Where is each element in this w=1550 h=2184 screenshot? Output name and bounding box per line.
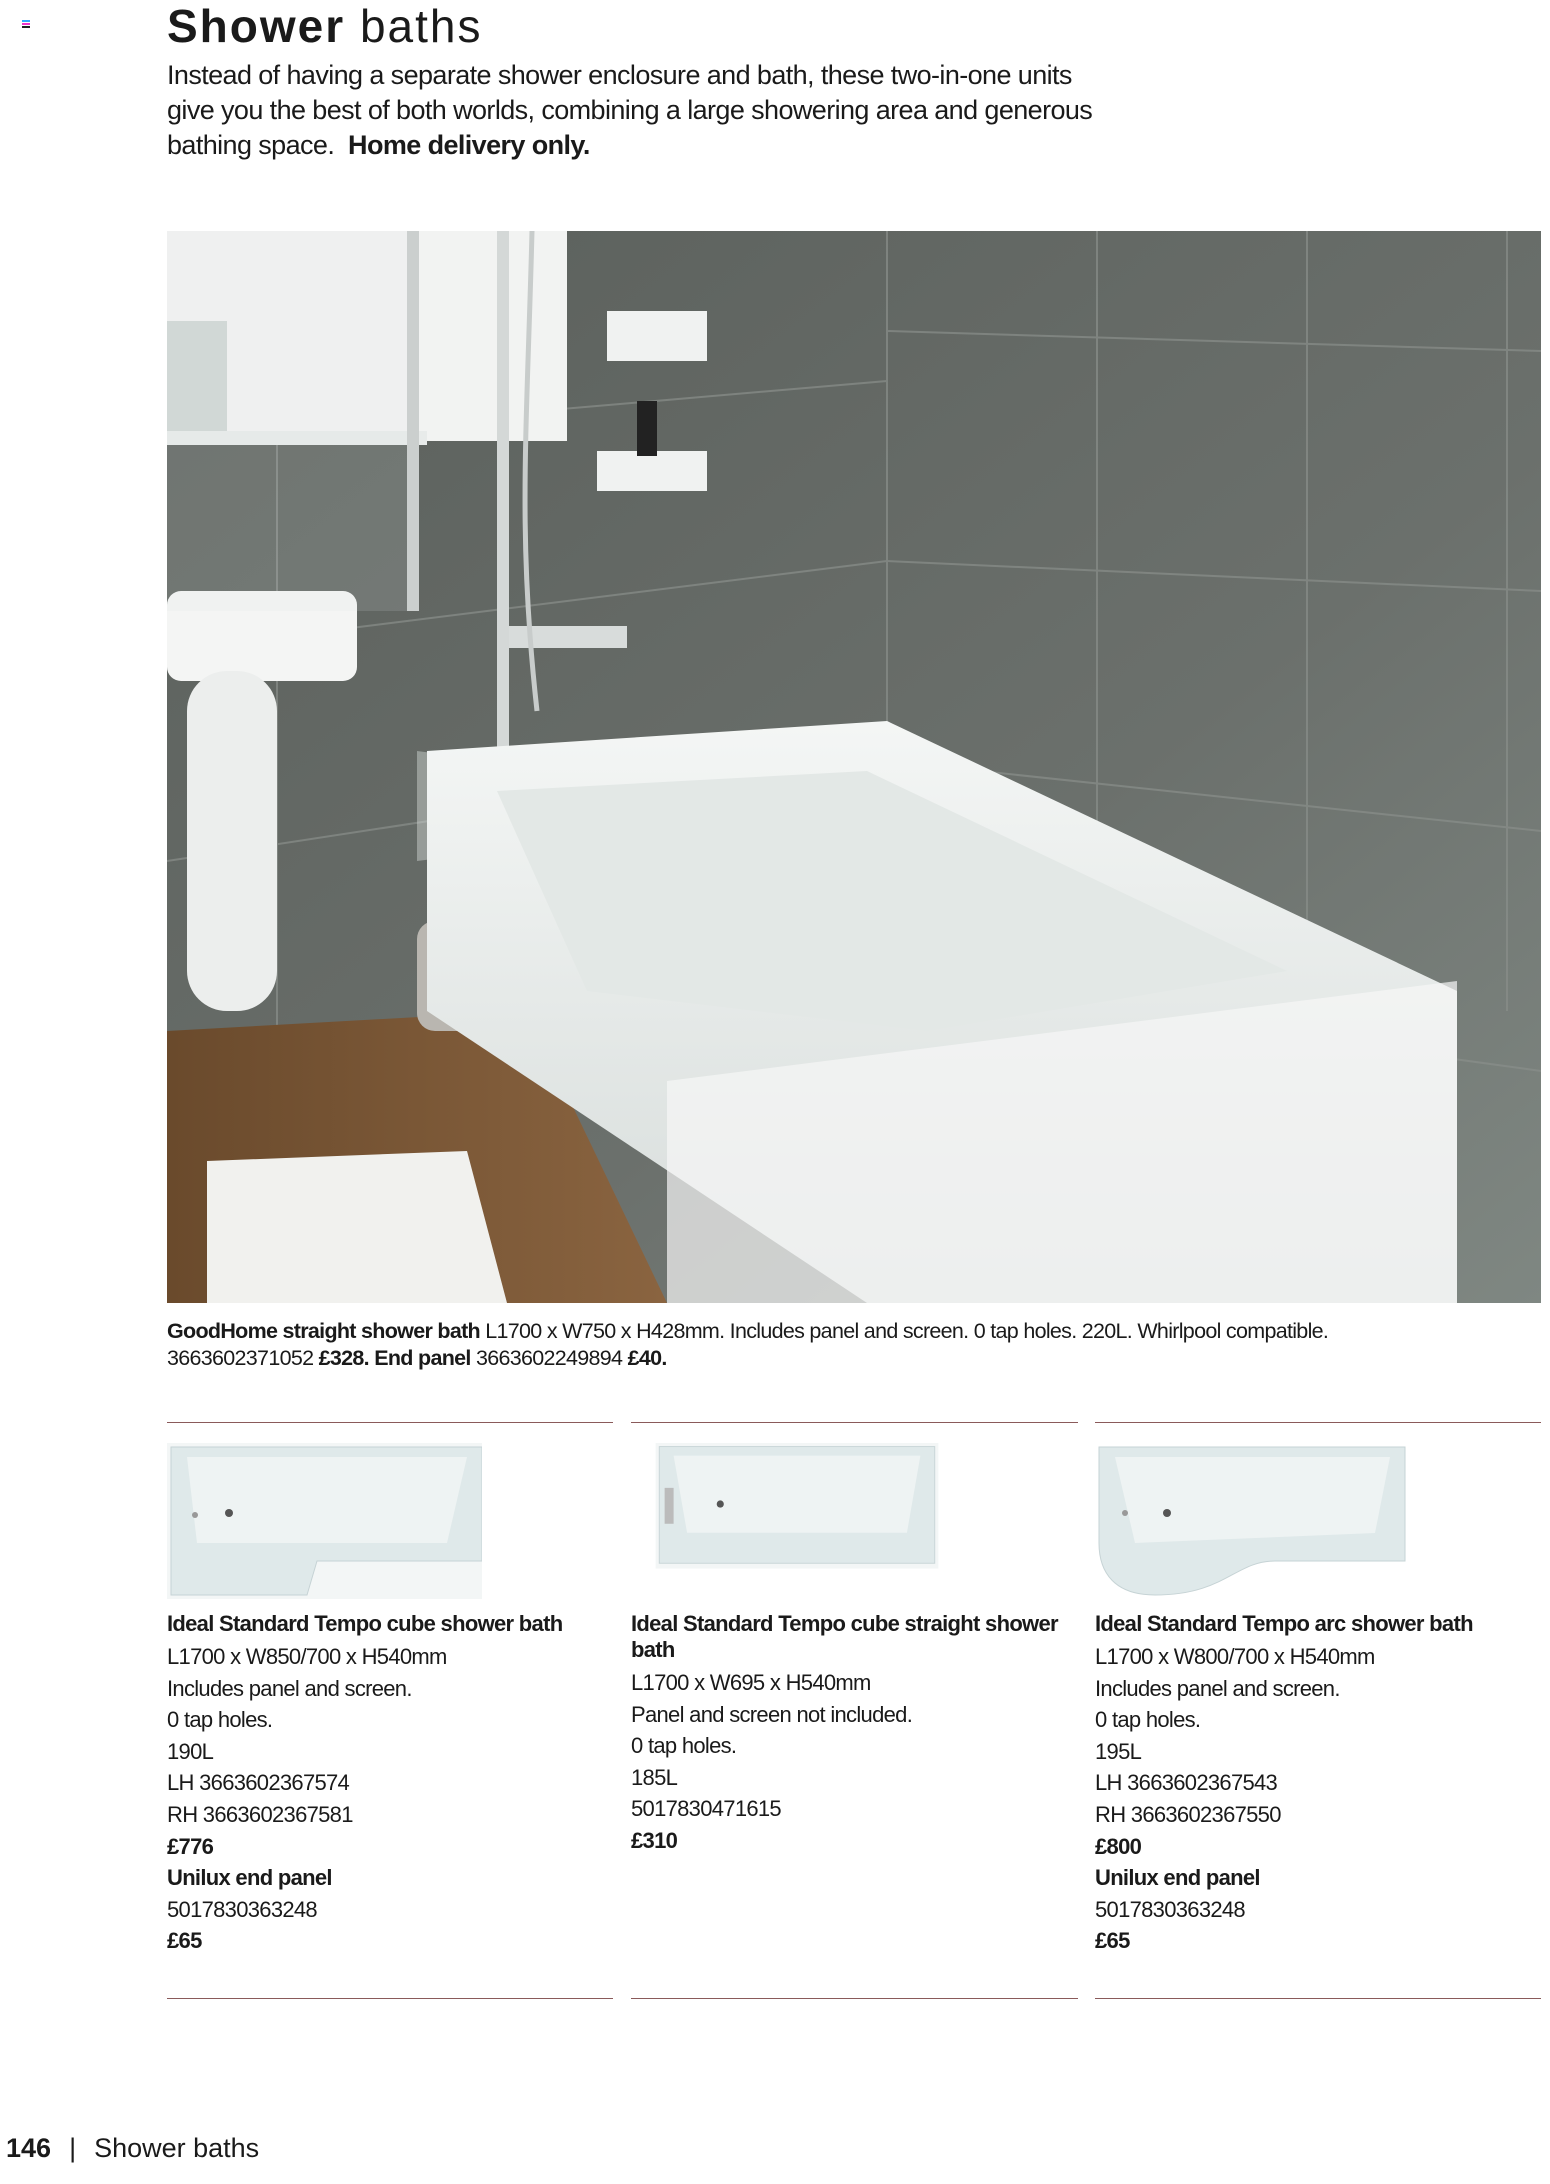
product-price: £310 [631, 1827, 678, 1853]
product-card [631, 1443, 1077, 1857]
divider [631, 1422, 1078, 1423]
product-code: LH 3663602367543 [1095, 1770, 1278, 1796]
product-code: RH 3663602367581 [167, 1801, 353, 1827]
product-code: 5017830471615 [631, 1796, 781, 1822]
product-panel-info: Includes panel and screen. [167, 1675, 412, 1701]
product-tap-holes: 0 tap holes. [631, 1733, 737, 1759]
product-image [631, 1443, 963, 1583]
product-dimensions: L1700 x W850/700 x H540mm [167, 1644, 447, 1669]
product-capacity: 195L [1095, 1738, 1142, 1764]
hero-bathroom-photo [167, 231, 1541, 1303]
product-tap-holes: 0 tap holes. [167, 1707, 273, 1733]
product-capacity: 190L [167, 1738, 214, 1764]
accessory-price: £65 [167, 1928, 202, 1954]
product-name: Ideal Standard Tempo cube shower bath [167, 1611, 563, 1636]
product-price: £800 [1095, 1833, 1142, 1859]
page-title: Shower baths [167, 0, 483, 52]
product-price: £776 [167, 1833, 214, 1859]
product-image [167, 1443, 482, 1599]
product-name: Ideal Standard Tempo cube straight shower bath [631, 1611, 1058, 1662]
product-name: Ideal Standard Tempo arc shower bath [1095, 1611, 1473, 1636]
accessory-code: 5017830363248 [167, 1896, 317, 1922]
divider [1095, 1422, 1541, 1423]
product-card [167, 1443, 613, 1957]
product-card [1095, 1443, 1541, 1957]
product-image [1095, 1443, 1410, 1599]
product-code: LH 3663602367574 [167, 1770, 350, 1796]
product-dimensions: L1700 x W695 x H540mm [631, 1670, 871, 1695]
intro-text: Instead of having a separate shower enclosure and bath, these two-in-one units give you the best of both worlds, combining a large showering area and generous bathing space. Home delivery only. [167, 60, 1093, 160]
product-capacity: 185L [631, 1764, 678, 1790]
footer-section: Shower baths [94, 2133, 260, 2163]
product-dimensions: L1700 x W800/700 x H540mm [1095, 1644, 1375, 1669]
product-code: RH 3663602367550 [1095, 1801, 1281, 1827]
page-number: 146 [6, 2133, 52, 2163]
divider [631, 1998, 1078, 1999]
product-panel-info: Panel and screen not included. [631, 1701, 913, 1727]
accessory-name: Unilux end panel [167, 1865, 332, 1891]
print-marks [22, 20, 30, 29]
page-footer: 146 | Shower baths [6, 2133, 260, 2163]
product-panel-info: Includes panel and screen. [1095, 1675, 1340, 1701]
divider [167, 1998, 613, 1999]
accessory-price: £65 [1095, 1928, 1130, 1954]
accessory-code: 5017830363248 [1095, 1896, 1245, 1922]
accessory-name: Unilux end panel [1095, 1865, 1260, 1891]
divider [1095, 1998, 1541, 1999]
divider [167, 1422, 613, 1423]
hero-caption: GoodHome straight shower bath L1700 x W750 x H428mm. Includes panel and screen. 0 tap holes. 220L. Whirlpool compatible. 3663602371052 £328. End panel 3663602249894 £40. [167, 1319, 1329, 1370]
product-tap-holes: 0 tap holes. [1095, 1707, 1201, 1733]
